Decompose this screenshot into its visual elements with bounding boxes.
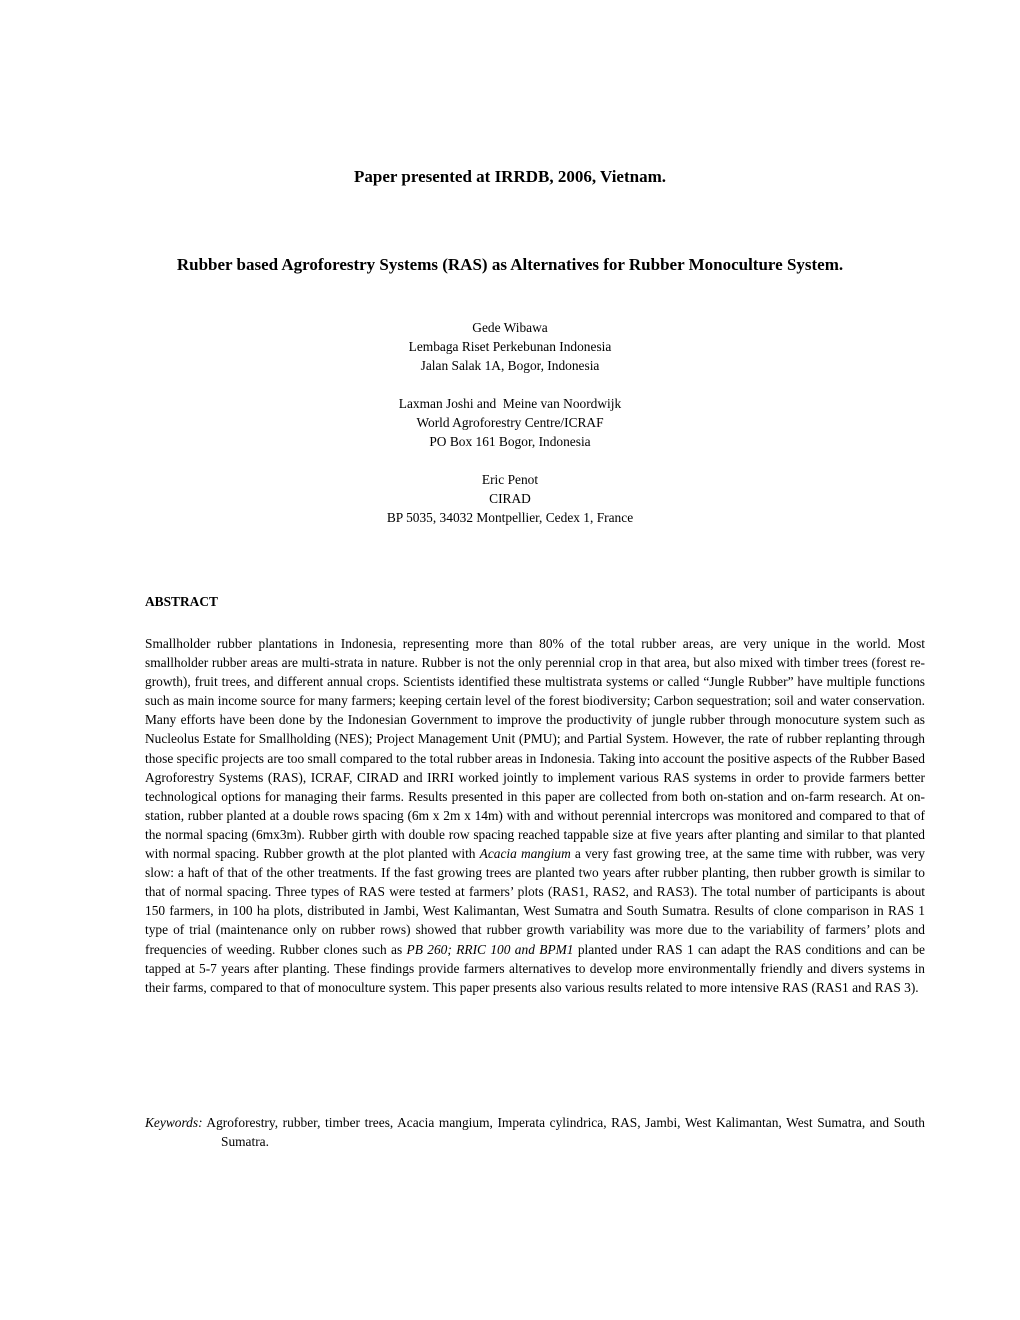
author-address: PO Box 161 Bogor, Indonesia [429, 434, 591, 449]
keywords-label: Keywords: [145, 1115, 203, 1130]
author-address: Jalan Salak 1A, Bogor, Indonesia [420, 358, 600, 373]
abstract-heading: ABSTRACT [145, 594, 218, 609]
abstract-paragraph [145, 634, 925, 997]
abstract-text-part3: planted under RAS 1 can adapt the RAS conditions and can be tapped at 5-7 years after planting. These findings provide farmers alternatives to develop more environmentally friendly and divers systems in their farms, compared to that of monoculture system. This paper presents also various results related to more intensive RAS (RAS1 and RAS 3). [145, 941, 925, 995]
author-name: Eric Penot [481, 472, 539, 487]
abstract-clone-names: PB 260; RRIC 100 and BPM1 [406, 941, 574, 957]
author-block [0, 470, 1020, 527]
author-block [0, 394, 1020, 451]
abstract-text-part2: a very fast growing tree, at the same time with rubber, was very slow: a haft of that of the other treatments. If the fast growing trees are planted two years after rubber planting, then rubber growth is similar to that of normal spacing. Three types of RAS were tested at farmers’ plots (RAS1, RAS2, and RAS3). The total number of participants is about 150 farmers, in 100 ha plots, distributed in Jambi, West Kalimantan, West Sumatra and South Sumatra. Results of clone comparison in RAS 1 type of trial (maintenance only on rubber rows) showed that rubber growth variability was more due to the variability of farmers’ plots and frequencies of weeding. Rubber clones such as [145, 846, 925, 957]
author-name: Gede Wibawa [472, 320, 548, 335]
venue-line: Paper presented at IRRDB, 2006, Vietnam. [354, 167, 666, 186]
author-list [0, 318, 1020, 546]
author-address: BP 5035, 34032 Montpellier, Cedex 1, France [386, 510, 634, 525]
paper-title: Rubber based Agroforestry Systems (RAS) as Alternatives for Rubber Monoculture System. [176, 255, 844, 274]
author-name: Laxman Joshi and Meine van Noordwijk [398, 396, 622, 411]
abstract-text-part1: Smallholder rubber plantations in Indonesia, representing more than 80% of the total rubber areas, are very unique in the world. Most smallholder rubber areas are multi-strata in nature. Rubber is not the only perennial crop in that area, but also mixed with timber trees (forest re-growth), fruit trees, and different annual crops. Scientists identified these multistrata systems or called “Jungle Rubber” have multiple functions such as main income source for many farmers; keeping certain level of the forest biodiversity; Carbon sequestration; soil and water conservation. Many efforts have been done by the Indonesian Government to improve the productivity of jungle rubber through monocuture system such as Nucleolus Estate for Smallholding (NES); Project Management Unit (PMU); and Partial System. However, the rate of rubber replanting through those specific projects are too small compared to the total rubber areas in Indonesia. Taking into account the positive aspects of the Rubber Based Agroforestry Systems (RAS), ICRAF, CIRAD and IRRI worked jointly to implement various RAS systems in order to provide farmers better technological options for managing their farms. Results presented in this paper are collected from both on-station and on-farm research. At on-station, rubber planted at a double rows spacing (6m x 2m x 14m) with and without perennial intercrops was monitored and compared to that of the normal spacing (6mx3m). Rubber girth with double row spacing reached tappable size at five years after planting and similar to that planted with normal spacing. Rubber growth at the plot planted with [145, 636, 925, 862]
author-affiliation: Lembaga Riset Perkebunan Indonesia [408, 339, 612, 354]
abstract-species-name: Acacia mangium [479, 846, 571, 862]
author-affiliation: World Agroforestry Centre/ICRAF [416, 415, 604, 430]
keywords [145, 1113, 925, 1151]
keywords-text: Agroforestry, rubber, timber trees, Acacia mangium, Imperata cylindrica, RAS, Jambi, West Kalimantan, West Sumatra, and South Sumatra. [202, 1115, 925, 1149]
author-block [0, 318, 1020, 375]
author-affiliation: CIRAD [489, 491, 531, 506]
abstract-body [145, 634, 925, 997]
